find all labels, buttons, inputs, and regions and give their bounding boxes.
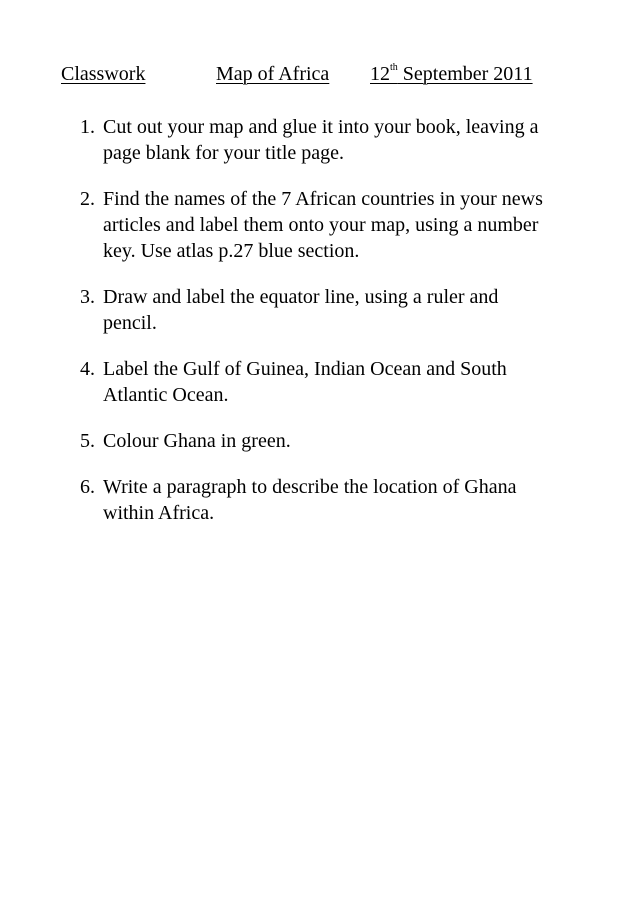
task-number: 6. <box>80 476 95 498</box>
header-date-rest: September 2011 <box>397 63 533 85</box>
task-text-line: Draw and label the equator line, using a ruler and <box>103 286 499 308</box>
header-date-suffix: th <box>390 62 398 74</box>
task-text-line: page blank for your title page. <box>103 142 345 164</box>
task-item <box>0 428 638 454</box>
header-classwork-label: Classwork <box>61 63 146 85</box>
header-date-day: 12 <box>370 63 390 85</box>
header-title: Map of Africa <box>216 63 330 85</box>
task-text-line: Label the Gulf of Guinea, Indian Ocean and South <box>103 358 507 380</box>
task-item <box>0 356 638 408</box>
task-text-line: within Africa. <box>103 502 215 524</box>
task-number: 1. <box>80 116 95 138</box>
task-text-line: Atlantic Ocean. <box>103 384 229 406</box>
task-number: 3. <box>80 286 95 308</box>
header-date <box>370 62 533 86</box>
task-item <box>0 474 638 526</box>
task-number: 2. <box>80 188 95 210</box>
task-item <box>0 284 638 336</box>
task-text-line: articles and label them onto your map, using a number <box>103 214 539 236</box>
document-header <box>0 62 638 92</box>
task-number: 4. <box>80 358 95 380</box>
task-text-line: Write a paragraph to describe the location of Ghana <box>103 476 517 498</box>
task-text-line: key. Use atlas p.27 blue section. <box>103 240 360 262</box>
task-text-line: Find the names of the 7 African countries in your news <box>103 188 543 210</box>
task-text-line: Colour Ghana in green. <box>103 430 291 452</box>
task-text-line: pencil. <box>103 312 157 334</box>
task-list <box>0 114 638 546</box>
task-number: 5. <box>80 430 95 452</box>
task-item <box>0 114 638 166</box>
task-text-line: Cut out your map and glue it into your book, leaving a <box>103 116 539 138</box>
task-item <box>0 186 638 264</box>
